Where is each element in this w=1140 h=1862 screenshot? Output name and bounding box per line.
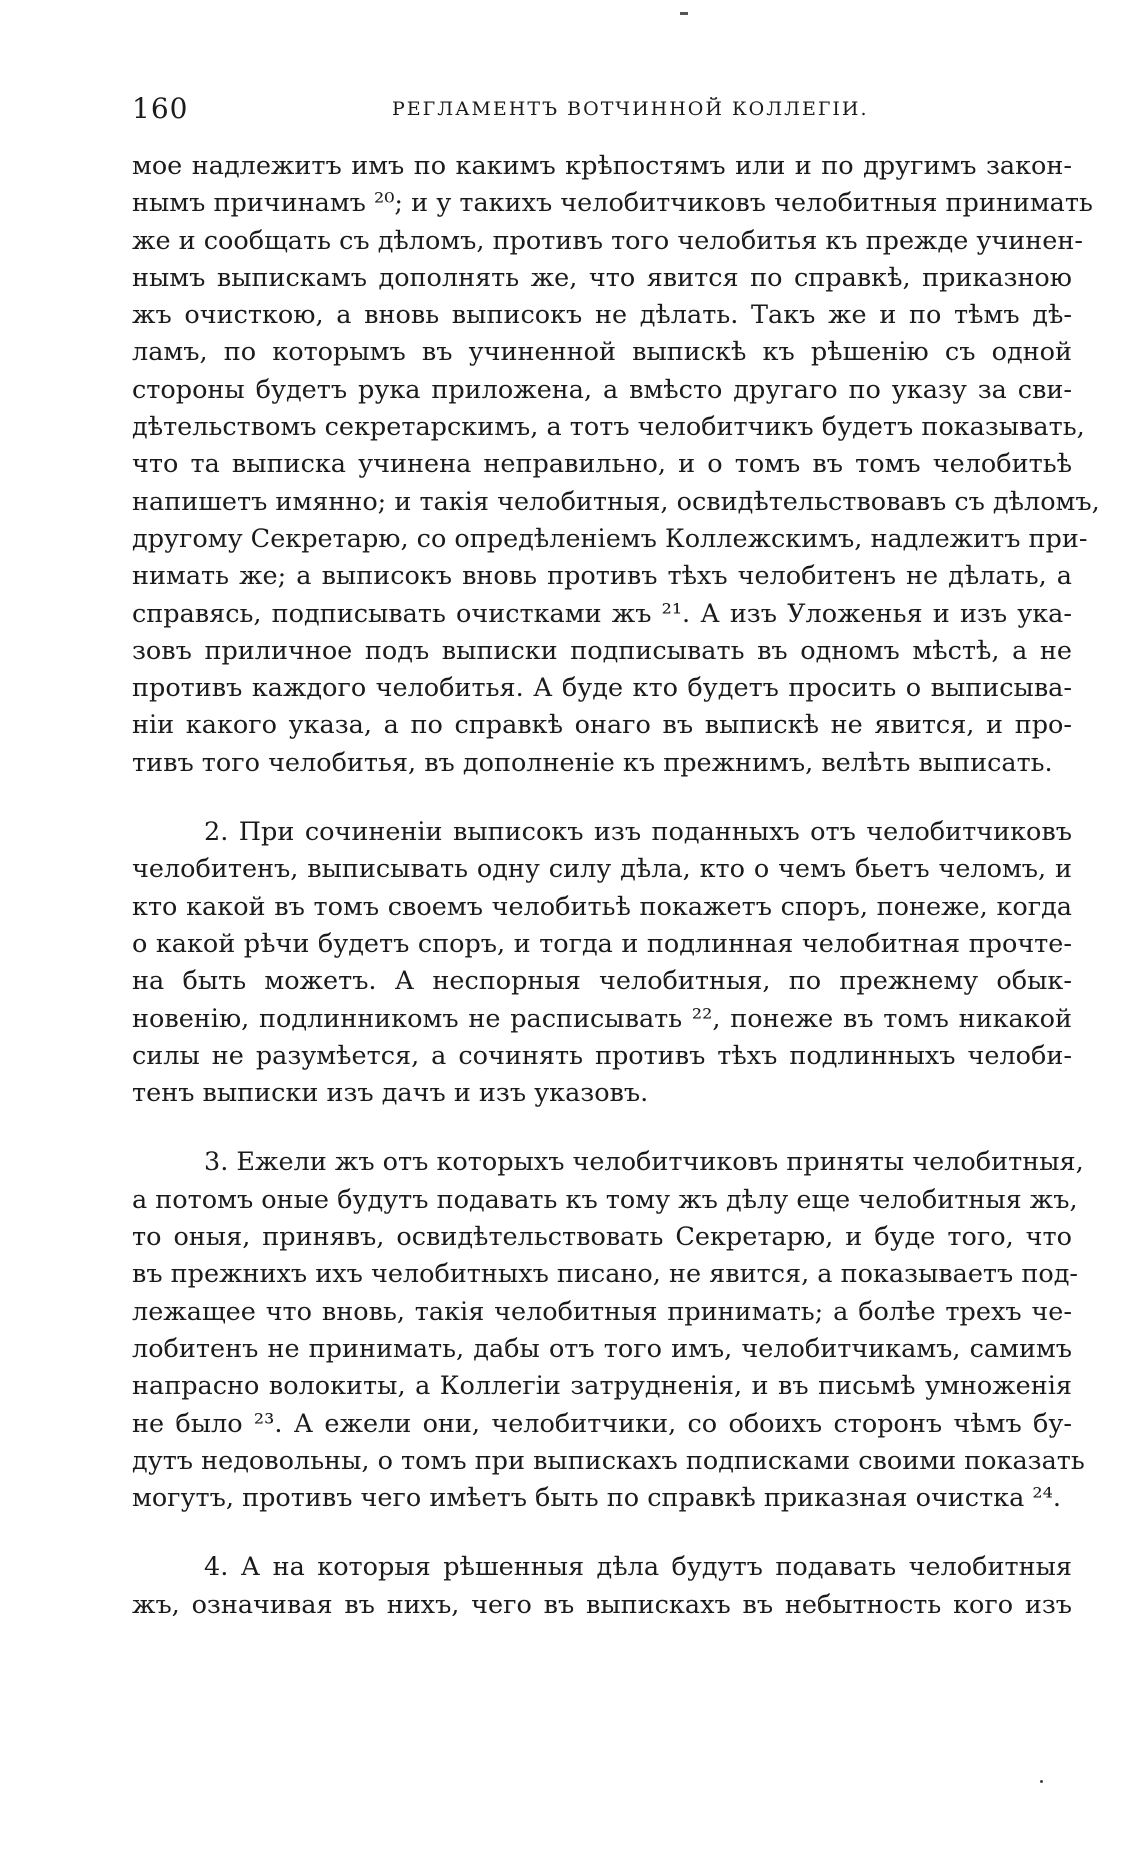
text-line: мое надлежитъ имъ по какимъ крѣпостямъ или и по другимъ закон-	[132, 151, 1072, 181]
running-title: РЕГЛАМЕНТЪ ВОТЧИННОЙ КОЛЛЕГІИ.	[392, 98, 869, 120]
text-line: на быть можетъ. А неспорныя челобитныя, по прежнему обык-	[132, 966, 1072, 997]
text-line: справясь, подписывать очистками жъ ²¹. А изъ Уложенья и изъ ука-	[132, 598, 1072, 629]
text-line: жъ очисткою, а вновь выписокъ не дѣлать. Такъ же и по тѣмъ дѣ-	[132, 300, 1072, 331]
text-line: тивъ того челобитья, въ дополненіе къ прежнимъ, велѣть выписать.	[132, 747, 1053, 778]
text-line: ніи какого указа, а по справкѣ онаго въ выпискѣ не явится, и про-	[132, 710, 1072, 741]
text-line: нымъ выпискамъ дополнять же, что явится по справкѣ, приказною	[132, 262, 1072, 293]
text-line: въ прежнихъ ихъ челобитныхъ писано, не явится, а показываетъ под-	[132, 1259, 1079, 1290]
text-line: 3. Ежели жъ отъ которыхъ челобитчиковъ приняты челобитныя,	[204, 1147, 1084, 1178]
page-number: 160	[132, 92, 189, 125]
text-line: что та выписка учинена неправильно, и о томъ въ томъ челобитьѣ	[132, 449, 1072, 480]
text-line: 4. А на которыя рѣшенныя дѣла будутъ подавать челобитныя	[204, 1552, 1072, 1583]
text-line: зовъ приличное подъ выписки подписывать въ одномъ мѣстѣ, а не	[132, 635, 1072, 666]
text-line: же и сообщать съ дѣломъ, противъ того челобитья къ прежде учинен-	[132, 225, 1083, 256]
text-line: дутъ недовольны, о томъ при выпискахъ подписками своими показать	[132, 1445, 1085, 1476]
page-header	[132, 92, 1072, 132]
text-line: дѣтельствомъ секретарскимъ, а тотъ челобитчикъ будетъ показывать,	[132, 412, 1085, 443]
print-mark	[680, 12, 688, 15]
text-line: нимать же; а выписокъ вновь противъ тѣхъ челобитенъ не дѣлать, а	[132, 561, 1072, 592]
text-line: жъ, означивая въ нихъ, чего въ выпискахъ въ небытность кого изъ	[132, 1589, 1072, 1620]
text-line: ламъ, по которымъ въ учиненной выпискѣ къ рѣшенію съ одной	[132, 337, 1072, 368]
text-line: стороны будетъ рука приложена, а вмѣсто другаго по указу за сви-	[132, 374, 1072, 405]
text-line: то оныя, принявъ, освидѣтельствовать Секретарю, и буде того, что	[132, 1222, 1072, 1253]
body-text	[132, 148, 1100, 1624]
text-line: лежащее что вновь, такія челобитныя принимать; а болѣе трехъ че-	[132, 1296, 1072, 1327]
paragraph	[132, 148, 1100, 782]
text-line: а потомъ оные будутъ подавать къ тому жъ дѣлу еще челобитныя жъ,	[132, 1184, 1078, 1215]
text-line: лобитенъ не принимать, дабы отъ того имъ, челобитчикамъ, самимъ	[132, 1333, 1072, 1364]
text-line: новенію, подлинникомъ не расписывать ²², понеже въ томъ никакой	[132, 1003, 1072, 1034]
text-line: тенъ выписки изъ дачъ и изъ указовъ.	[132, 1078, 649, 1109]
text-line: челобитенъ, выписывать одну силу дѣла, кто о чемъ бьетъ челомъ, и	[132, 854, 1072, 885]
text-line: напишетъ имянно; и такія челобитныя, освидѣтельствовавъ съ дѣломъ,	[132, 486, 1100, 517]
text-line: не было ²³. А ежели они, челобитчики, со обоихъ сторонъ чѣмъ бу-	[132, 1408, 1072, 1439]
paragraph-gap	[132, 782, 1072, 814]
text-line: напрасно волокиты, а Коллегіи затрудненія, и въ письмѣ умноженія	[132, 1371, 1072, 1402]
text-line: другому Секретарю, со опредѣленіемъ Коллежскимъ, надлежитъ при-	[132, 523, 1088, 554]
paragraph	[132, 814, 1072, 1112]
text-line: силы не разумѣется, а сочинять противъ тѣхъ подлинныхъ челоби-	[132, 1040, 1072, 1071]
text-line: могутъ, противъ чего имѣетъ быть по справкѣ приказная очистка ²⁴.	[132, 1483, 1061, 1514]
paragraph-gap	[132, 1112, 1072, 1144]
text-line: 2. При сочиненіи выписокъ изъ поданныхъ отъ челобитчиковъ	[204, 817, 1072, 848]
paragraph-gap	[132, 1517, 1072, 1549]
paragraph	[132, 1549, 1072, 1624]
text-line: нымъ причинамъ ²⁰; и у такихъ челобитчиковъ челобитныя принимать	[132, 188, 1093, 219]
text-line: кто какой въ томъ своемъ челобитьѣ покажетъ споръ, понеже, когда	[132, 891, 1072, 922]
print-speck	[1040, 1780, 1043, 1783]
text-line: о какой рѣчи будетъ споръ, и тогда и подлинная челобитная прочте-	[132, 928, 1072, 959]
text-line: противъ каждого челобитья. А буде кто будетъ просить о выписыва-	[132, 673, 1072, 704]
paragraph	[132, 1144, 1085, 1517]
